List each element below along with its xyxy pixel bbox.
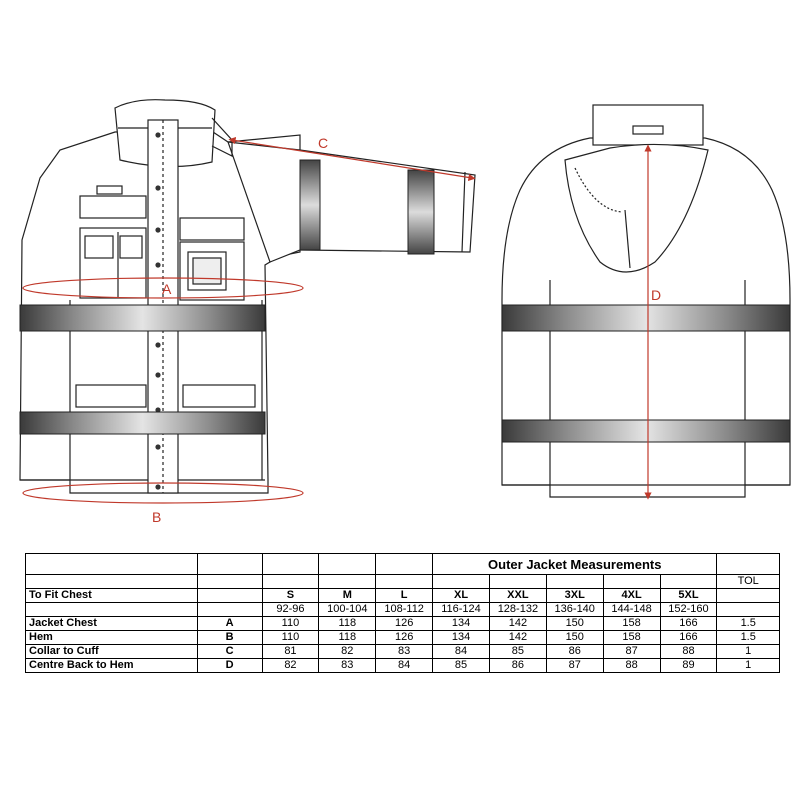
front-sleeve <box>228 142 475 262</box>
chest-range: 128-132 <box>489 603 546 617</box>
cell: 166 <box>660 617 717 631</box>
cell: 134 <box>433 617 490 631</box>
chest-range: 92-96 <box>262 603 319 617</box>
measure-label-c: C <box>318 135 329 151</box>
cell: 81 <box>262 645 319 659</box>
cell: 110 <box>262 617 319 631</box>
table-row <box>26 645 780 659</box>
table-title-row <box>26 554 780 575</box>
cell: 89 <box>660 659 717 673</box>
cell: 150 <box>546 631 603 645</box>
tol-header: TOL <box>717 575 780 589</box>
row-label: Collar to Cuff <box>26 645 198 659</box>
cell: 84 <box>376 659 433 673</box>
row-label: Hem <box>26 631 198 645</box>
cell: 126 <box>376 631 433 645</box>
cell: 110 <box>262 631 319 645</box>
measure-label-a: A <box>162 281 172 297</box>
cell: 142 <box>489 631 546 645</box>
cell: 85 <box>433 659 490 673</box>
cell: 86 <box>546 645 603 659</box>
table-title: Outer Jacket Measurements <box>433 554 717 575</box>
chest-range: 116-124 <box>433 603 490 617</box>
tol-cell: 1.5 <box>717 631 780 645</box>
chest-range: 144-148 <box>603 603 660 617</box>
table-row <box>26 617 780 631</box>
cell: 82 <box>319 645 376 659</box>
cell: 118 <box>319 631 376 645</box>
cell: 86 <box>489 659 546 673</box>
cell: 142 <box>489 617 546 631</box>
cell: 158 <box>603 631 660 645</box>
chest-range: 108-112 <box>376 603 433 617</box>
chest-range: 100-104 <box>319 603 376 617</box>
table-size-row <box>26 589 780 603</box>
size-header: 5XL <box>660 589 717 603</box>
size-header: S <box>262 589 319 603</box>
size-header: XL <box>433 589 490 603</box>
row-code: D <box>197 659 262 673</box>
table-row <box>26 631 780 645</box>
table-tol-row <box>26 575 780 589</box>
fit-chest-label: To Fit Chest <box>26 589 198 603</box>
cell: 118 <box>319 617 376 631</box>
cell: 158 <box>603 617 660 631</box>
cell: 88 <box>603 659 660 673</box>
row-label: Jacket Chest <box>26 617 198 631</box>
cell: 83 <box>319 659 376 673</box>
tol-cell: 1 <box>717 645 780 659</box>
table-chest-range-row <box>26 603 780 617</box>
cell: 126 <box>376 617 433 631</box>
tol-cell: 1.5 <box>717 617 780 631</box>
measurements-table <box>25 553 780 673</box>
cell: 150 <box>546 617 603 631</box>
chest-range: 152-160 <box>660 603 717 617</box>
cell: 84 <box>433 645 490 659</box>
cell: 85 <box>489 645 546 659</box>
size-header: L <box>376 589 433 603</box>
chest-range: 136-140 <box>546 603 603 617</box>
back-collar <box>593 105 703 145</box>
cell: 83 <box>376 645 433 659</box>
row-code: A <box>197 617 262 631</box>
cell: 88 <box>660 645 717 659</box>
row-code: B <box>197 631 262 645</box>
table-row <box>26 659 780 673</box>
cell: 166 <box>660 631 717 645</box>
cell: 87 <box>603 645 660 659</box>
cell: 82 <box>262 659 319 673</box>
size-header: XXL <box>489 589 546 603</box>
cell: 134 <box>433 631 490 645</box>
tol-cell: 1 <box>717 659 780 673</box>
measure-label-b: B <box>152 509 162 525</box>
row-code: C <box>197 645 262 659</box>
size-header: 3XL <box>546 589 603 603</box>
row-label: Centre Back to Hem <box>26 659 198 673</box>
size-header: M <box>319 589 376 603</box>
size-header: 4XL <box>603 589 660 603</box>
cell: 87 <box>546 659 603 673</box>
measure-label-d: D <box>651 287 662 303</box>
